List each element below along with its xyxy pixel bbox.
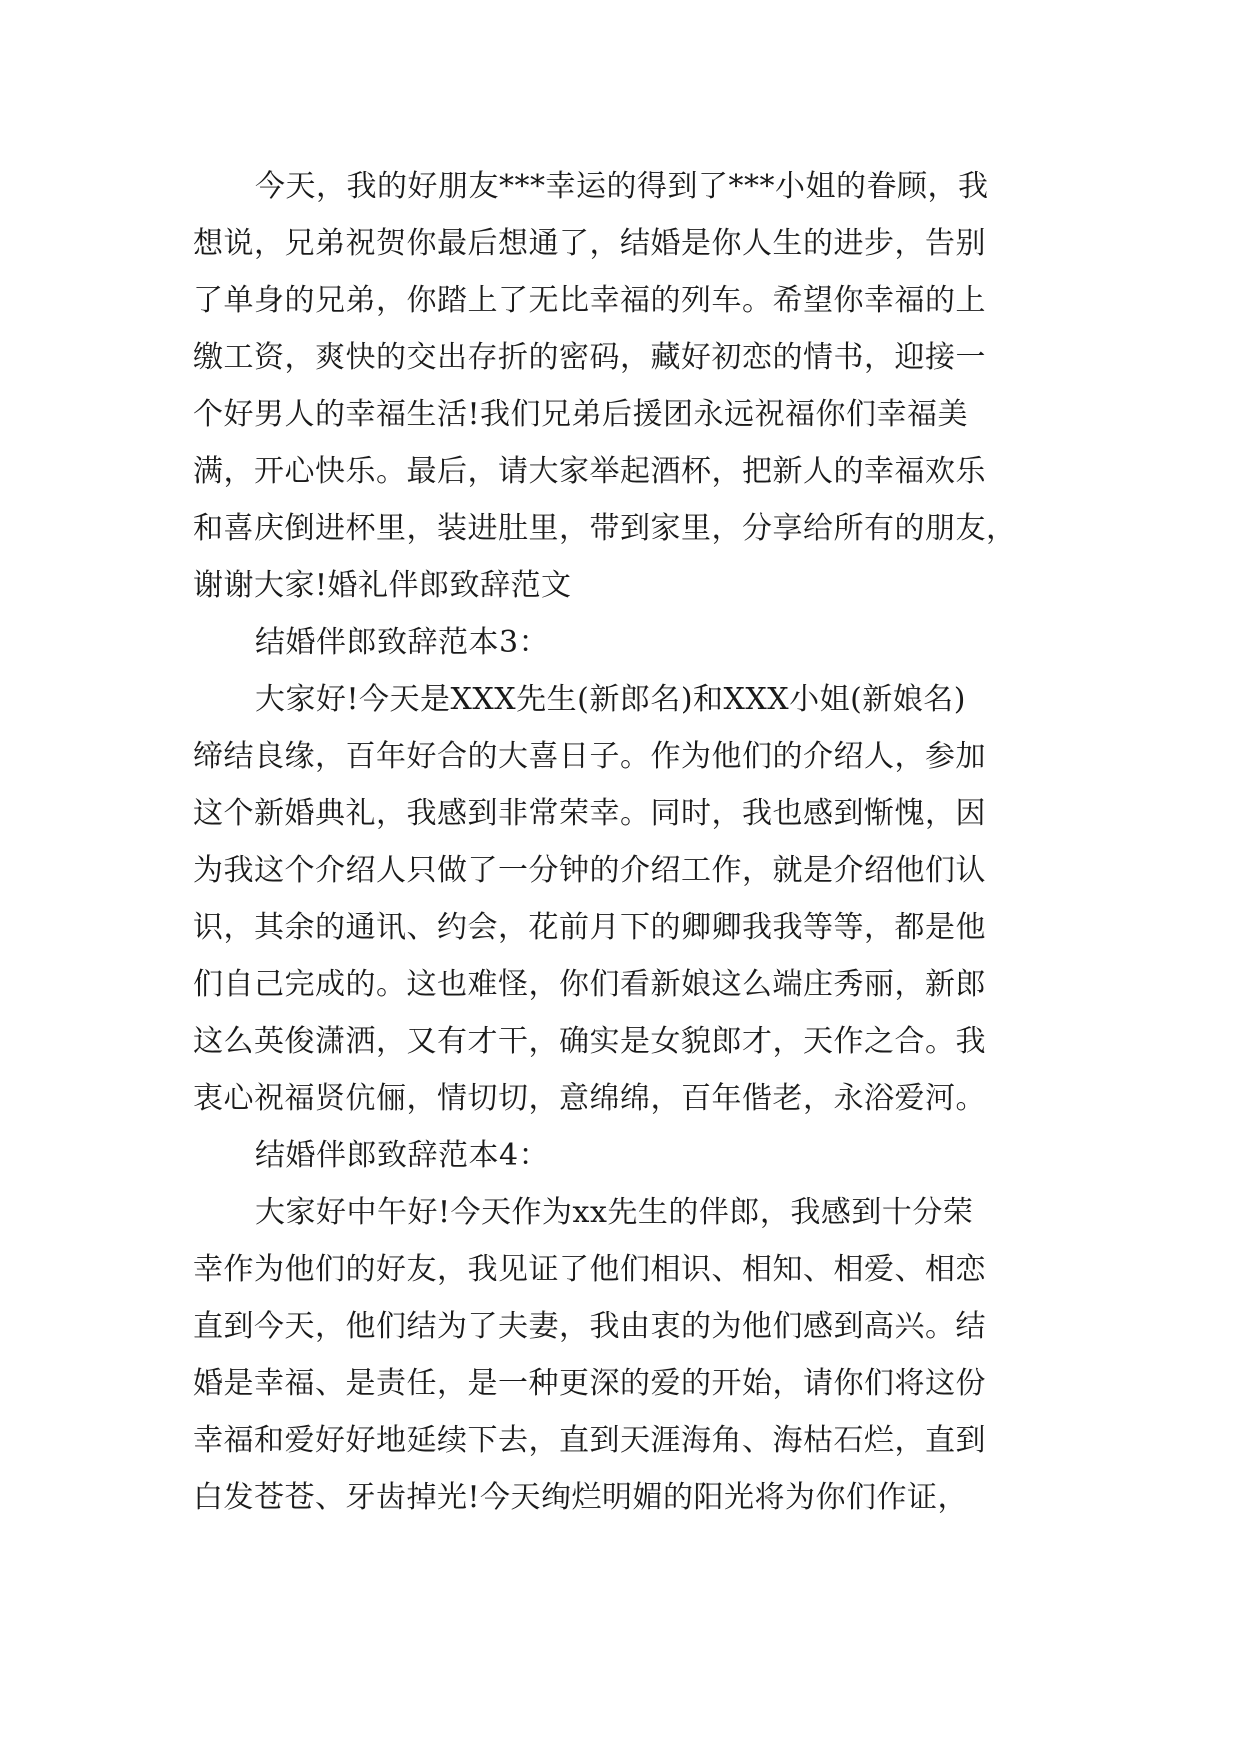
paragraph-line: 直到今天，他们结为了夫妻，我由衷的为他们感到高兴。结 (193, 1309, 986, 1344)
paragraph-line: 们自己完成的。这也难怪，你们看新娘这么端庄秀丽，新郎 (193, 967, 986, 1002)
paragraph-line: 了单身的兄弟，你踏上了无比幸福的列车。希望你幸福的上 (193, 283, 986, 318)
paragraph-line: 大家好中午好!今天作为xx先生的伴郎，我感到十分荣 (255, 1195, 974, 1230)
paragraph-line: 这个新婚典礼，我感到非常荣幸。同时，我也感到惭愧，因 (193, 796, 986, 831)
paragraph-line: 缴工资，爽快的交出存折的密码，藏好初恋的情书，迎接一 (193, 340, 986, 375)
paragraph-line: 白发苍苍、牙齿掉光!今天绚烂明媚的阳光将为你们作证， (193, 1480, 969, 1515)
paragraph-line: 大家好!今天是XXX先生(新郎名)和XXX小姐(新娘名) (255, 682, 967, 717)
paragraph-line: 幸作为他们的好友，我见证了他们相识、相知、相爱、相恋 (193, 1252, 986, 1287)
paragraph-line: 衷心祝福贤伉俪，情切切，意绵绵，百年偕老，永浴爱河。 (193, 1081, 986, 1116)
paragraph-line: 个好男人的幸福生活!我们兄弟后援团永远祝福你们幸福美 (193, 397, 969, 432)
paragraph-line: 幸福和爱好好地延续下去，直到天涯海角、海枯石烂，直到 (193, 1423, 986, 1458)
paragraph-line: 婚是幸福、是责任，是一种更深的爱的开始，请你们将这份 (193, 1366, 986, 1401)
paragraph-line: 为我这个介绍人只做了一分钟的介绍工作，就是介绍他们认 (193, 853, 986, 888)
paragraph-line: 想说，兄弟祝贺你最后想通了，结婚是你人生的进步，告别 (193, 226, 986, 261)
paragraph-line: 这么英俊潇洒，又有才干，确实是女貌郎才，天作之合。我 (193, 1024, 986, 1059)
paragraph-line: 识，其余的通讯、约会，花前月下的卿卿我我等等，都是他 (193, 910, 986, 945)
paragraph-line: 和喜庆倒进杯里，装进肚里，带到家里，分享给所有的朋友， (193, 511, 1017, 546)
paragraph-line: 谢谢大家!婚礼伴郎致辞范文 (193, 568, 572, 603)
paragraph-line: 缔结良缘，百年好合的大喜日子。作为他们的介绍人，参加 (193, 739, 986, 774)
paragraph-line: 满，开心快乐。最后，请大家举起酒杯，把新人的幸福欢乐 (193, 454, 986, 489)
section-heading: 结婚伴郎致辞范本4： (255, 1138, 550, 1173)
paragraph-line: 今天，我的好朋友***幸运的得到了***小姐的眷顾，我 (255, 169, 989, 204)
section-heading: 结婚伴郎致辞范本3： (255, 625, 550, 660)
